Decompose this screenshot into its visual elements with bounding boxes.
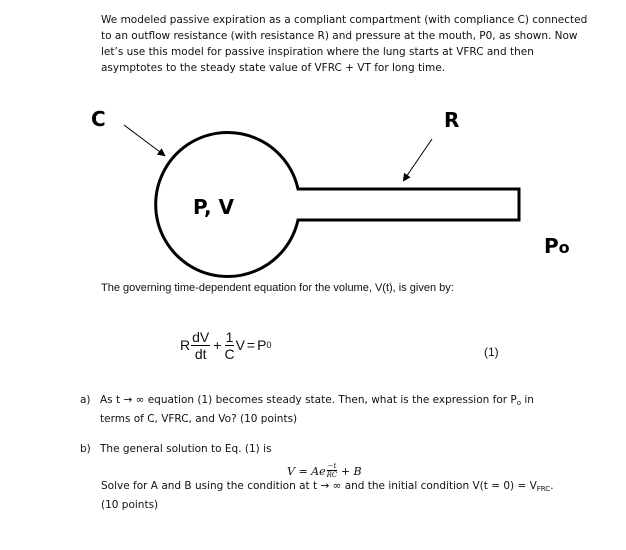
question-b-solve1: Solve for A and B using the condition at t [101,480,318,492]
general-solution-equation [287,462,362,479]
question-a-part2: equation (1) becomes steady state. Then, what is the expression for P [144,394,517,406]
question-a-p-sub: o [516,399,522,407]
label-pressure-volume: P, V [193,195,235,219]
arrow-to-compartment [124,125,164,155]
question-b-solve2: and the initial condition V(t = 0) = V [341,480,537,492]
question-a-label: a) [80,394,91,406]
eq-volume: V [235,337,245,353]
question-b [80,441,580,457]
arrow-right-icon: → [123,394,133,406]
eq-dt: dt [194,345,207,362]
label-mouth-pressure-main: P [544,234,559,258]
label-mouth-pressure [544,234,570,258]
question-a-part3: in [521,394,534,406]
question-b-intro: The general solution to Eq. (1) is [100,443,272,455]
question-a-line2: terms of C, VFRC, and Vo? (10 points) [100,413,298,425]
question-b-vfrc-sub: FRC [536,485,551,493]
infinity-icon: ∞ [332,480,342,492]
eq-equals: = [246,337,256,353]
question-b-solve3: . [550,480,554,492]
eq-derivative-fraction [191,329,210,362]
sol-plus: + [337,465,354,478]
infinity-icon: ∞ [135,394,145,406]
eq-plus: + [213,337,222,353]
sol-v: V [287,465,295,478]
governing-equation-intro: The governing time-dependent equation for the volume, V(t), is given by: [101,282,454,294]
intro-paragraph: We modeled passive expiration as a compliant compartment (with compliance C) connected to an outflow resistance (with resistance R) and pressure at the mouth, P0, as shown. Now let’s use this model for passive inspiration where the lung starts at VFRC and then asymptotes to the steady state value of VFRC + VT for long time. [101,14,588,74]
eq-pressure: P [257,337,267,353]
question-a [80,392,580,427]
question-b-solve [101,478,601,513]
eq-one: 1 [225,328,234,345]
eq-pressure-sub: 0 [266,340,272,350]
eq-inverse-compliance-fraction [224,329,234,362]
sol-exponent-num: −t [327,462,337,470]
question-b-points: (10 points) [101,499,159,511]
label-resistance-r: R [444,108,460,132]
question-a-part1: As t [100,394,121,406]
sol-ae: Ae [311,465,326,478]
arrow-to-airway [404,139,432,180]
sol-equals: = [294,465,312,478]
sol-exponent [327,462,338,479]
label-mouth-pressure-sub: o [558,238,570,257]
equation-number: (1) [484,345,499,359]
eq-dv: dV [192,328,210,345]
arrow-right-icon: → [320,480,330,492]
eq-compliance: C [224,345,235,362]
label-compliance-c: C [91,107,106,131]
eq-resistance: R [180,337,191,353]
question-b-label: b) [80,443,91,455]
sol-exponent-den: RC [326,471,338,479]
governing-equation [180,324,271,366]
sol-b: B [353,465,362,478]
